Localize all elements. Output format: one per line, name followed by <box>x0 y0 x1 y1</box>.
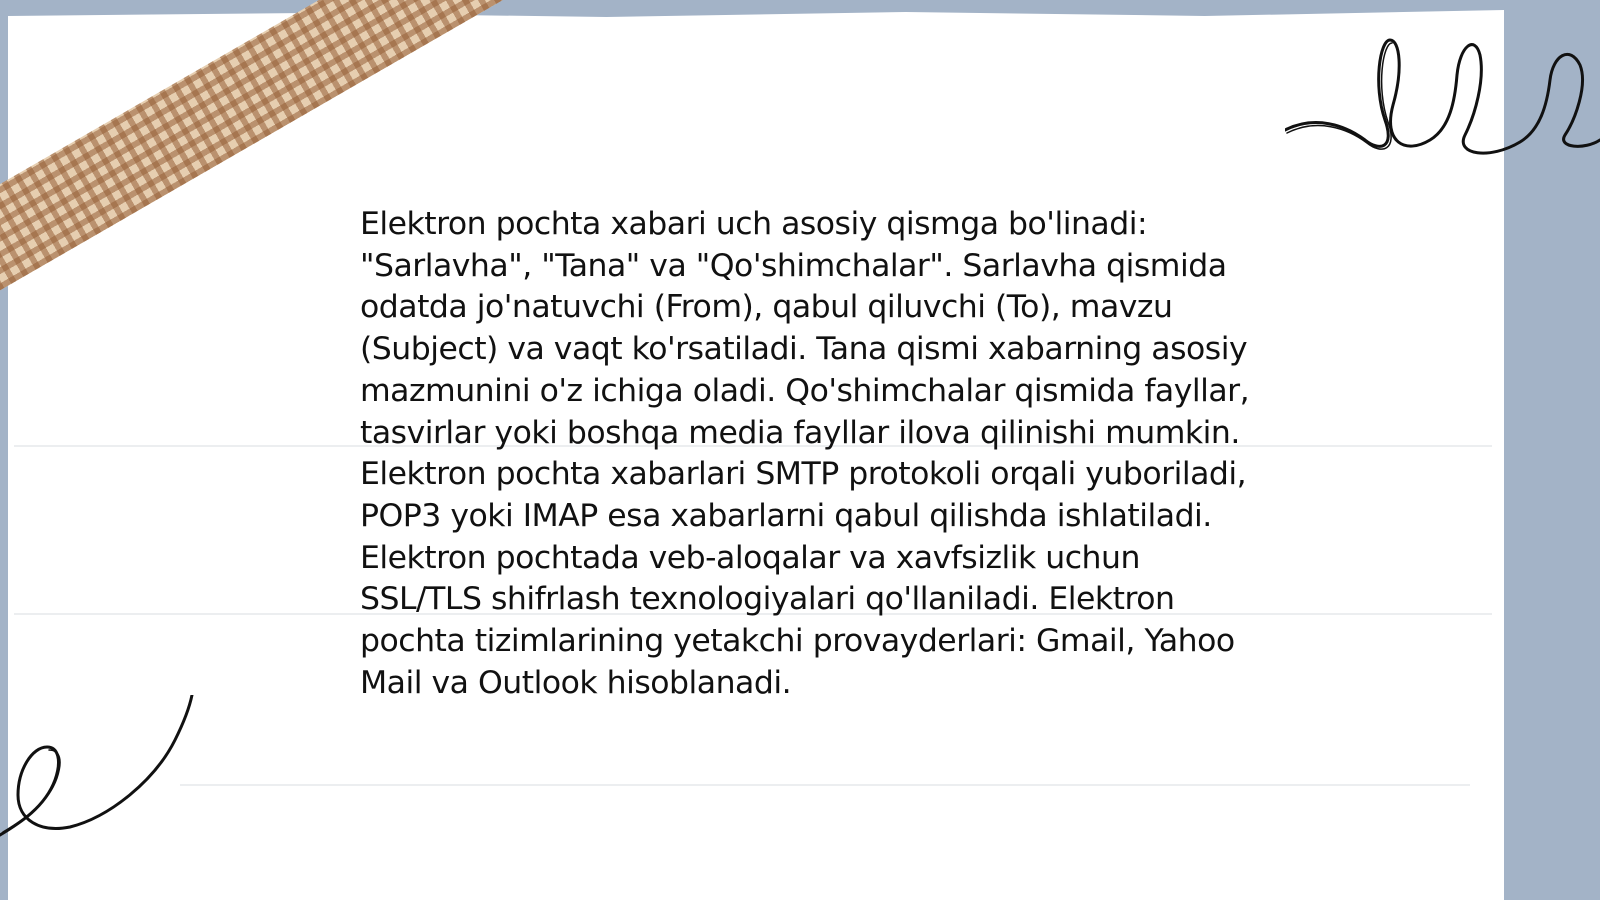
loop-squiggle-icon <box>0 695 200 855</box>
paper-rule-line <box>180 784 1470 786</box>
body-paragraph: Elektron pochta xabari uch asosiy qismga bo'linadi: "Sarlavha", "Tana" va "Qo'shimchalar". Sarlavha qismida odatda jo'natuvchi (From), qabul qiluvchi (To), mavzu (Subject) va vaqt ko'rsatiladi. Tana qismi xabarning asosiy mazmunini o'z ichiga oladi. Qo'shimchalar qismida fayllar, tasvirlar yoki boshqa media fayllar ilova qilinishi mumkin. Elektron pochta xabarlari SMTP protokoli orqali yuboriladi, POP3 yoki IMAP esa xabarlarni qabul qilishda ishlatiladi. Elektron pochtada veb-aloqalar va xavfsizlik uchun SSL/TLS shifrlash texnologiyalari qo'llaniladi. Elektron pochta tizimlarining yetakchi provayderlari: Gmail, Yahoo Mail va Outlook hisoblanadi. <box>360 206 1250 701</box>
loop-squiggle-icon <box>1285 30 1600 165</box>
